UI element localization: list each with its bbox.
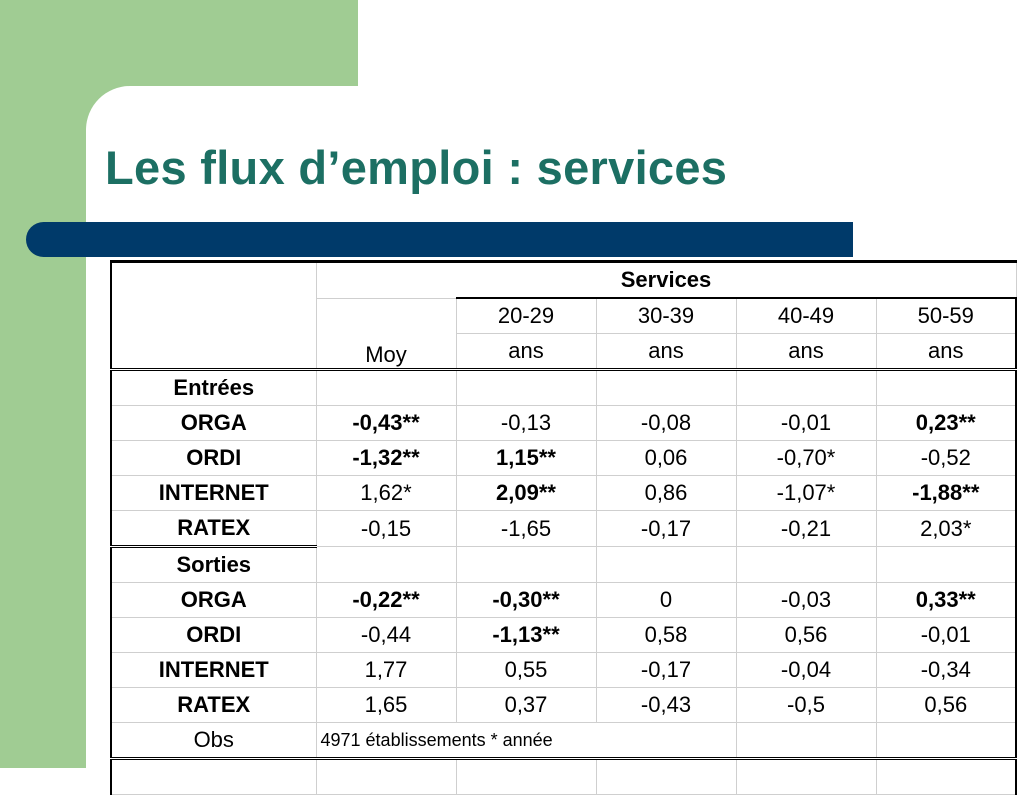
empty-cell [316, 547, 456, 583]
section-label: Entrées [111, 370, 316, 406]
empty-cell [736, 723, 876, 759]
age-unit-label: ans [928, 338, 964, 363]
empty-cell [456, 759, 596, 795]
value-cell: -0,21 [736, 511, 876, 547]
age-header-cell [596, 298, 736, 334]
empty-cell [876, 723, 1016, 759]
age-header-cell [876, 298, 1016, 334]
value-cell: -0,15 [316, 511, 456, 547]
value-cell: -0,04 [736, 653, 876, 688]
value-cell: 0,55 [456, 653, 596, 688]
value-cell: -0,70* [736, 441, 876, 476]
value-cell: -0,17 [596, 653, 736, 688]
value-cell: -1,32** [316, 441, 456, 476]
table-bottom-row [111, 759, 1016, 795]
empty-cell [736, 370, 876, 406]
table-row [111, 583, 1016, 618]
row-label: RATEX [111, 511, 316, 547]
row-label: ORGA [111, 583, 316, 618]
value-cell: 0,56 [876, 688, 1016, 723]
table-row [111, 406, 1016, 441]
age-unit-label: ans [648, 338, 684, 363]
empty-cell [876, 759, 1016, 795]
value-cell: 1,62* [316, 476, 456, 511]
value-cell: 0,58 [596, 618, 736, 653]
section-header-row [111, 547, 1016, 583]
slide-title: Les flux d’emploi : services [105, 141, 728, 194]
value-cell: -0,17 [596, 511, 736, 547]
age-unit-cell [596, 334, 736, 370]
obs-text: 4971 établissements * année [316, 723, 736, 759]
value-cell: -0,03 [736, 583, 876, 618]
age-unit-label: ans [788, 338, 824, 363]
services-header [316, 262, 1016, 299]
value-cell: -0,43 [596, 688, 736, 723]
value-cell: -0,08 [596, 406, 736, 441]
empty-cell [736, 547, 876, 583]
row-label: RATEX [111, 688, 316, 723]
value-cell: -1,88** [876, 476, 1016, 511]
empty-cell [596, 370, 736, 406]
age-range-label: 50-59 [917, 303, 974, 328]
value-cell: 1,15** [456, 441, 596, 476]
age-unit-label: ans [508, 338, 544, 363]
value-cell: -0,01 [736, 406, 876, 441]
table-row [111, 441, 1016, 476]
table-row [111, 653, 1016, 688]
value-cell: -0,30** [456, 583, 596, 618]
age-range-label: 30-39 [637, 303, 695, 328]
value-cell: -0,01 [876, 618, 1016, 653]
empty-cell [876, 370, 1016, 406]
empty-cell [316, 370, 456, 406]
value-cell: 0,86 [596, 476, 736, 511]
empty-cell [456, 370, 596, 406]
title-underline-bar [26, 222, 853, 257]
value-cell: 1,65 [316, 688, 456, 723]
row-label: INTERNET [111, 476, 316, 511]
value-cell: 0 [596, 583, 736, 618]
empty-cell [596, 759, 736, 795]
age-range-label: 40-49 [777, 303, 835, 328]
value-cell: 1,77 [316, 653, 456, 688]
row-label: ORGA [111, 406, 316, 441]
row-label: ORDI [111, 441, 316, 476]
empty-cell [456, 547, 596, 583]
header-corner-cell [111, 262, 316, 370]
section-label: Sorties [111, 547, 316, 583]
value-cell: -0,34 [876, 653, 1016, 688]
age-range-label: 20-29 [497, 303, 555, 328]
services-label: Services [620, 267, 712, 292]
row-label: ORDI [111, 618, 316, 653]
value-cell: -0,44 [316, 618, 456, 653]
table-row [111, 476, 1016, 511]
value-cell: -1,65 [456, 511, 596, 547]
empty-cell [111, 759, 316, 795]
value-cell: -1,13** [456, 618, 596, 653]
empty-cell [876, 547, 1016, 583]
value-cell: -0,13 [456, 406, 596, 441]
table-row [111, 618, 1016, 653]
obs-label: Obs [111, 723, 316, 759]
row-label: INTERNET [111, 653, 316, 688]
header-row-group [111, 262, 1016, 299]
empty-cell [736, 759, 876, 795]
section-header-row [111, 370, 1016, 406]
moy-header [316, 298, 456, 370]
value-cell: -0,22** [316, 583, 456, 618]
age-unit-cell [876, 334, 1016, 370]
value-cell: -0,5 [736, 688, 876, 723]
value-cell: -1,07* [736, 476, 876, 511]
empty-cell [596, 547, 736, 583]
empty-cell [316, 759, 456, 795]
value-cell: 0,23** [876, 406, 1016, 441]
table-row [111, 688, 1016, 723]
value-cell: 0,06 [596, 441, 736, 476]
value-cell: 2,09** [456, 476, 596, 511]
value-cell: 2,03* [876, 511, 1016, 547]
value-cell: 0,56 [736, 618, 876, 653]
value-cell: 0,33** [876, 583, 1016, 618]
obs-row [111, 723, 1016, 759]
value-cell: 0,37 [456, 688, 596, 723]
results-table [110, 260, 1017, 795]
age-unit-cell [736, 334, 876, 370]
moy-label: Moy [365, 342, 407, 367]
age-unit-cell [456, 334, 596, 370]
value-cell: -0,52 [876, 441, 1016, 476]
table-row [111, 511, 1016, 547]
age-header-cell [456, 298, 596, 334]
age-header-cell [736, 298, 876, 334]
value-cell: -0,43** [316, 406, 456, 441]
